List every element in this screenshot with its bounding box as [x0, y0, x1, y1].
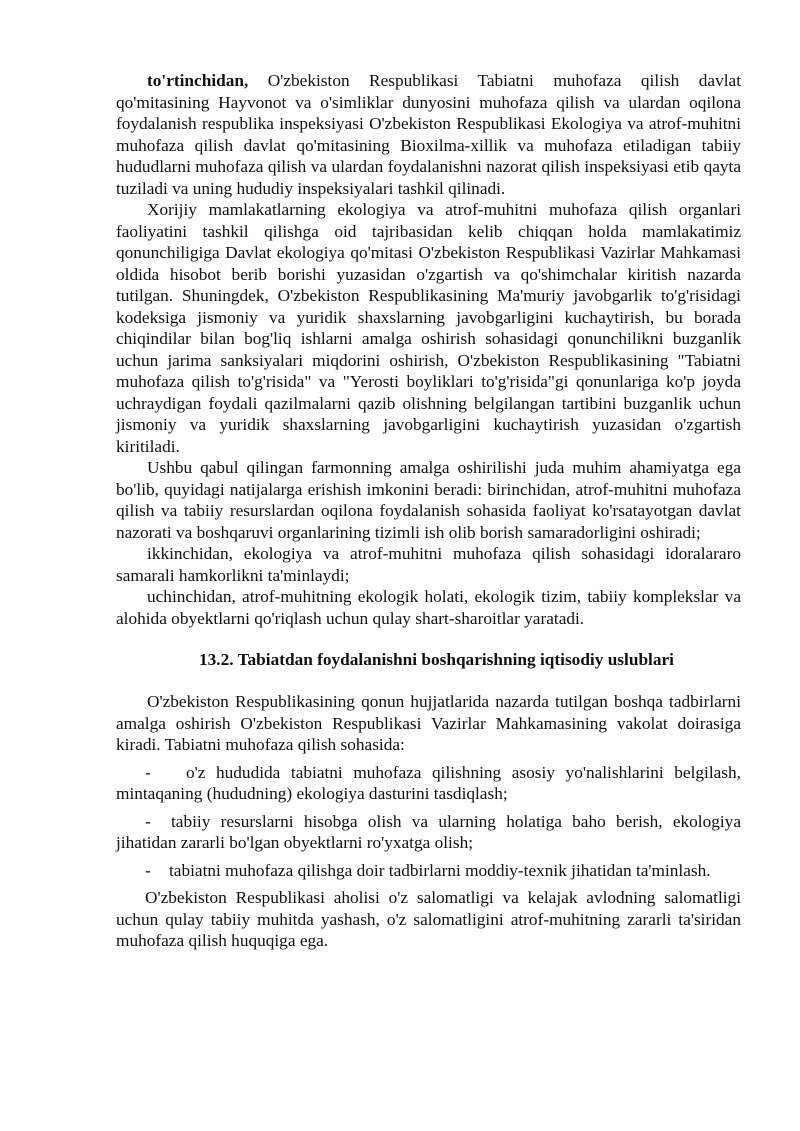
dash-bullet: - [145, 860, 151, 880]
list-item-text: tabiiy resurslarni hisobga olish va ularning holatiga baho berish, ekologiya jihatidan zararli bo'lgan obyektlarni ro'yxatga olish; [116, 811, 741, 852]
paragraph-foreign-experience: Xorijiy mamlakatlarning ekologiya va atrof-muhitni muhofaza qilish organlari faoliyatini tashkil qilishga oid tajribasidan kelib chiqqan holda mamlakatimiz qonunchiligiga Davlat ekologiya qo'mitasi O'zbekiston Respublikasi Vazirlar Mahkamasi oldida hisobot berib borishi yuzasidan o'zgartish va qo'shimchalar kiritish nazarda tutilgan. Shuningdek, O'zbekiston Respublikasining Ma'muriy javobgarlik to'g'risidagi kodeksiga jismoniy va yuridik shaxslarning javobgarligini kuchaytirish, bu borada chiqindilar bilan bog'liq ishlarni amalga oshirish sohasidagi qonunchilikni buzganlik uchun jarima sanksiyalari miqdorini oshirish, O'zbekiston Respublikasining "Tabiatni muhofaza qilish to'g'risida" va "Yerosti boyliklari to'g'risida"gi qonunlariga ko'p joyda uchraydigan foydali qazilmalarni qazib olishning belgilangan tartibini buzganlik uchun jismoniy va yuridik shaxslarning javobgarligini kuchaytirish yuzasidan o'zgartish kiritiladi. [116, 200, 741, 456]
section-intro-paragraph: O'zbekiston Respublikasining qonun hujjatlarida nazarda tutilgan boshqa tadbirlarni amalga oshirish O'zbekiston Respublikasi Vazirlar Mahkamasining vakolat doirasiga kiradi. Tabiatni muhofaza qilish sohasida: [116, 692, 741, 754]
section-heading: 13.2. Tabiatdan foydalanishni boshqarishning iqtisodiy uslublari [199, 650, 674, 669]
paragraph-second-point: ikkinchidan, ekologiya va atrof-muhitni muhofaza qilish sohasidagi idoralararo samarali hamkorlikni ta'minlaydi; [116, 544, 741, 585]
document-page [116, 70, 741, 952]
list-item-text: o'z hududida tabiatni muhofaza qilishning asosiy yo'nalishlarini belgilash, mintaqaning (hududning) ekologiya dasturini tasdiqlash; [116, 762, 741, 803]
paragraph-citizen-rights: O'zbekiston Respublikasi aholisi o'z salomatligi va kelajak avlodning salomatligi uchun qulay tabiiy muhitda yashash, o'z salomatligini atrof-muhitning zararli ta'siridan muhofaza qilish huquqiga ega. [116, 888, 741, 950]
list-item [116, 762, 741, 805]
list-item [116, 860, 741, 882]
paragraph-lead-word: to'rtinchidan, [147, 71, 249, 90]
paragraph-fourth-point [116, 70, 741, 199]
paragraph-body-text: O'zbekiston Respublikasi Tabiatni muhofaza qilish davlat qo'mitasining Hayvonot va o'simliklar dunyosini muhofaza qilish va ulardan oqilona foydalanish respublika inspeksiyasi O'zbekiston Respublikasi Ekologiya va atrof-muhitni muhofaza qilish davlat qo'mitasining Bioxilma-xillik va muhofaza etiladigan tabiiy hududlarni muhofaza qilish va ulardan foydalanishni nazorat qilish inspeksiyasi etib qayta tuziladi va uning hududiy inspeksiyalari tashkil qilinadi. [116, 71, 741, 198]
paragraph-decree-results: Ushbu qabul qilingan farmonning amalga oshirilishi juda muhim ahamiyatga ega bo'lib, quyidagi natijalarga erishish imkonini beradi: birinchidan, atrof-muhitni muhofaza qilish va tabiiy resurslardan oqilona foydalanish sohasida faoliyat ko'rsatayotgan davlat nazorati va boshqaruvi organlarining tizimli ish olib borish samaradorligini oshiradi; [116, 458, 741, 542]
list-item-text: tabiatni muhofaza qilishga doir tadbirlarni moddiy-texnik jihatidan ta'minlash. [169, 860, 711, 880]
dash-bullet: - [145, 762, 151, 782]
dash-bullet: - [145, 811, 151, 831]
paragraph-third-point: uchinchidan, atrof-muhitning ekologik holati, ekologik tizim, tabiiy komplekslar va alohida obyektlarni qo'riqlash uchun qulay shart-sharoitlar yaratadi. [116, 587, 741, 628]
list-item [116, 811, 741, 854]
